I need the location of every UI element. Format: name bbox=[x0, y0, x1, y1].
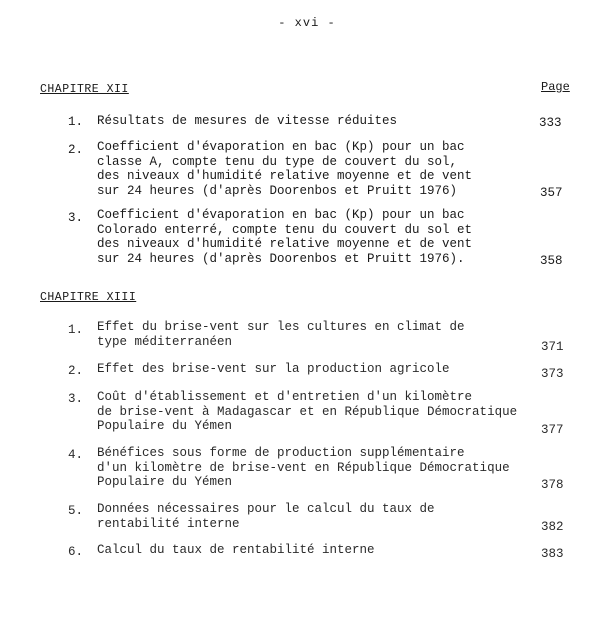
entry-text bbox=[97, 208, 472, 266]
entry-text bbox=[97, 320, 465, 349]
entry-line: Coût d'établissement et d'entretien d'un kilomètre bbox=[97, 390, 473, 404]
entry-number: 3. bbox=[68, 392, 84, 406]
entry-number: 2. bbox=[68, 364, 84, 378]
entry-line: Coefficient d'évaporation en bac (Kp) pour un bac bbox=[97, 208, 465, 222]
entry-line: Résultats de mesures de vitesse réduites bbox=[97, 114, 398, 128]
entry-text bbox=[97, 140, 472, 198]
entry-number: 5. bbox=[68, 504, 84, 518]
entry-line: rentabilité interne bbox=[97, 516, 240, 531]
chapter-title-xii: CHAPITRE XII bbox=[40, 83, 129, 96]
entry-line: des niveaux d'humidité relative moyenne et de vent bbox=[97, 237, 473, 251]
entry-line: Populaire du Yémen bbox=[97, 419, 233, 433]
entry-line: sur 24 heures (d'après Doorenbos et Pruitt 1976). bbox=[97, 251, 465, 266]
entry-page: 383 bbox=[541, 547, 564, 561]
entry-line: Populaire du Yémen bbox=[97, 475, 233, 489]
entry-page: 373 bbox=[541, 367, 564, 381]
entry-page: 357 bbox=[540, 186, 563, 200]
entry-text bbox=[97, 390, 517, 434]
entry-page: 382 bbox=[541, 520, 564, 534]
entry-page: 377 bbox=[541, 423, 564, 437]
entry-number: 2. bbox=[68, 143, 84, 157]
page-column-label: Page bbox=[541, 80, 570, 94]
entry-line: classe A, compte tenu du type de couvert du sol, bbox=[97, 154, 458, 169]
entry-number: 6. bbox=[68, 545, 84, 559]
entry-text bbox=[97, 446, 510, 490]
entry-text bbox=[97, 362, 450, 377]
entry-text bbox=[97, 502, 435, 531]
entry-page: 358 bbox=[540, 254, 563, 268]
entry-line: Bénéfices sous forme de production supplémentaire bbox=[97, 446, 465, 460]
entry-line: Calcul du taux de rentabilité interne bbox=[97, 543, 375, 557]
chapter-title-xiii: CHAPITRE XIII bbox=[40, 291, 137, 304]
entry-line: sur 24 heures (d'après Doorenbos et Pruitt 1976) bbox=[97, 183, 458, 198]
entry-page: 371 bbox=[541, 340, 564, 354]
entry-line: Colorado enterré, compte tenu du couvert du sol et bbox=[97, 222, 473, 237]
entry-line: Effet du brise-vent sur les cultures en climat de bbox=[97, 320, 465, 334]
entry-page: 378 bbox=[541, 478, 564, 492]
entry-line: Effet des brise-vent sur la production agricole bbox=[97, 362, 450, 376]
entry-number: 1. bbox=[68, 323, 84, 337]
entry-line: Données nécessaires pour le calcul du taux de bbox=[97, 502, 435, 516]
entry-number: 3. bbox=[68, 211, 84, 225]
entry-line: type méditerranéen bbox=[97, 334, 233, 349]
page-number-header: - xvi - bbox=[278, 16, 336, 30]
entry-line: d'un kilomètre de brise-vent en République Démocratique bbox=[97, 460, 510, 475]
entry-text bbox=[97, 543, 375, 558]
entry-line: de brise-vent à Madagascar et en République Démocratique bbox=[97, 404, 518, 419]
entry-number: 4. bbox=[68, 448, 84, 462]
entry-number: 1. bbox=[68, 115, 84, 129]
entry-page: 333 bbox=[539, 116, 562, 130]
entry-text bbox=[97, 114, 397, 129]
entry-line: Coefficient d'évaporation en bac (Kp) pour un bac bbox=[97, 140, 465, 154]
entry-line: des niveaux d'humidité relative moyenne et de vent bbox=[97, 169, 473, 183]
